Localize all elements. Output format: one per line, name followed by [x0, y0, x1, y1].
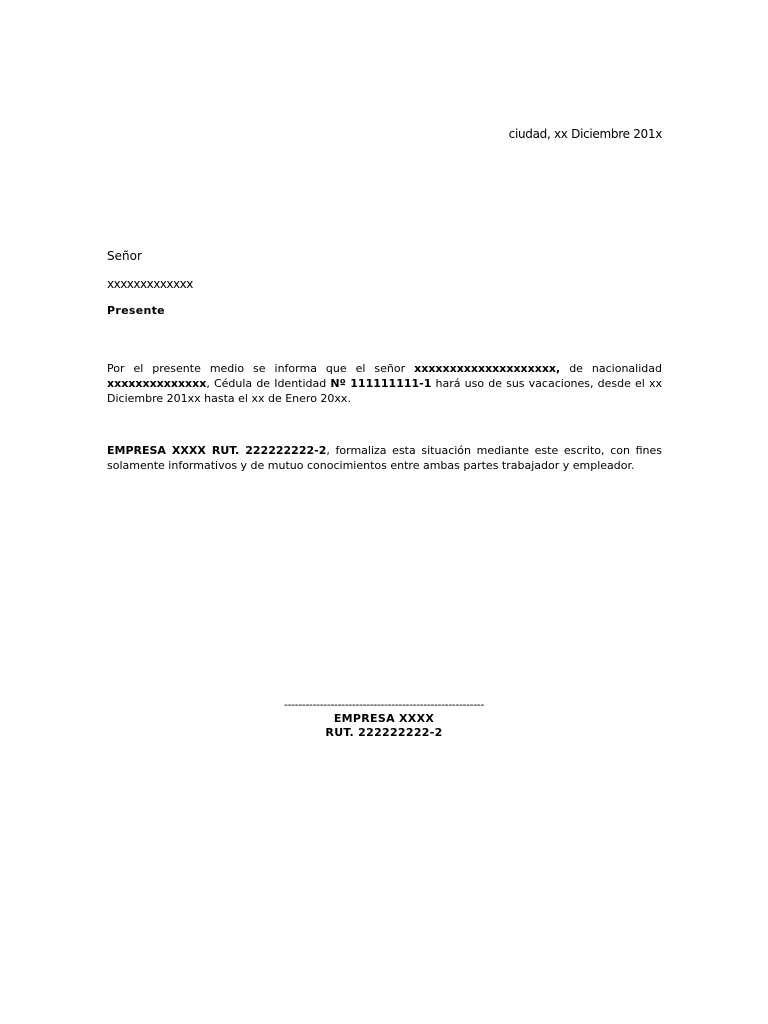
body-paragraph-formalize [107, 443, 662, 473]
p1-text-4: hará uso de sus vacaciones, desde el xx Diciembre 201xx hasta el xx de Enero 20xx. [107, 377, 663, 405]
signature-line: -------------------------------------------------------- [284, 698, 484, 711]
salutation: Señor [107, 249, 142, 263]
signature-rut: RUT. 222222222-2 [325, 726, 443, 739]
presente-label: Presente [107, 304, 165, 317]
p1-text-2: de nacionalidad [560, 362, 662, 375]
id-number: Nº 111111111-1 [330, 377, 432, 390]
nationality: xxxxxxxxxxxxxx [107, 377, 207, 390]
date-line: ciudad, xx Diciembre 201x [508, 127, 662, 141]
employee-name: xxxxxxxxxxxxxxxxxxxx, [414, 362, 561, 375]
company-and-rut: EMPRESA XXXX RUT. 222222222-2 [107, 444, 327, 457]
recipient-name: xxxxxxxxxxxxx [107, 277, 193, 291]
p2-text-1: , formaliza esta situación mediante este escrito, con fines solamente informativos y de mutuo conocimientos entre ambas partes trabajador y empleador. [107, 444, 662, 472]
p1-text-3: , Cédula de Identidad [206, 377, 331, 390]
body-paragraph-vacation [107, 361, 662, 406]
signature-company: EMPRESA XXXX [333, 712, 435, 725]
p1-text-1: Por el presente medio se informa que el señor [107, 362, 415, 375]
signature-block [200, 698, 568, 740]
